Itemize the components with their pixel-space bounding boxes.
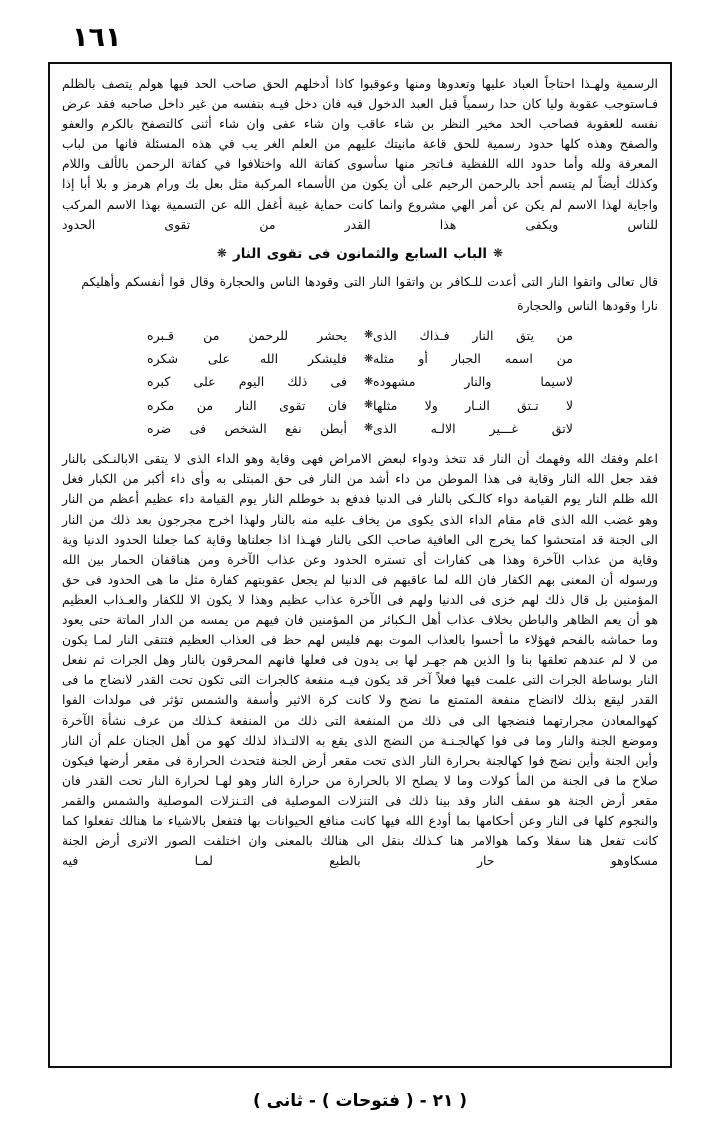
verse-separator-icon: ❋ (363, 351, 373, 365)
verse-hemistich-left: يحشر للرحمن من قـبره (147, 327, 347, 343)
paragraph-body: اعلم وفقك الله وفهمك أن النار قد تتخذ ودواء لبعض الامراض فهى وقاية وهو الداء الذى لا يتقى الابالنـكى بالنار فقد جعل الله النار وقاية فى هذا الموطن من داء أشد من النار فى حق المبتلى به وأى داء أكبر من الكبار فغل الله ظلم النار يوم القيامة دواء كالـكى بالنار فى الدنيا فدفع بد خوطلم النار يوم القيامة داء عظيم أعظم من النار وهو غضب الله الذى قام مقام الداء الذى يكوى من يخاف عليه منه بالنار ولهذا اخرج مجرجون بعد ذلك من النار الى الجنة قد امتحشوا كما يخرج الى العافية صاحب الكى بالنار فهـذا اذا جعلناها وقاية كما جعلنا الحدود الدنيا وية وقاية من عذاب الآخرة وهذا هى كفارات أى تستره الحدود وعن عذاب الآخرة ومن هناقفان الحمار بين الله ورسوله أن المعنى بهم الكفار فان الله لما عاقبهم فى الدنيا لم يجعل عقوبتهم كفارة مثل ما هى الحدود فى حق المؤمنين بل قال ذلك لهم خزى فى الدنيا ولهم فى الآخرة عذاب عظيم وهذا لا يكون الا للكفار والعـذاب العظيم هو أن يعم الظاهر والباطن بخلاف عذاب أهل الـكبائر من المؤمنين فان فيهم من يمسه من الدار الماتة حتى يعود وما حماشه بالفحم فهؤلاء ما أحسوا بالعذاب الموت بهم فليس لهم حظ فى العذاب العظيم فتتقى النار لمـا يكون من لا لم عندهم تعلقها بنا وا الذين هم جهـر لها بى يدون فى فعلها فانهم المحرقون بالنار وهل الجرات ثم نفعل النار بوساطة الجرات التى علمت فيها فعلاً آخر قد يكون فيـه منفعة كالجرات التى تكون تحت القدر لانضاج ما فى القدر ليقع بذلك لاانضاج منفعة المتمتع ما نضج ولا كانت كرة الاثير وأسفة والشمس تؤثر فى مولدات الفوا كهوالمعادن مجرارتهما فنضجها الى فى ذلك من المنفعة التى ذلك من المنفعة كـذلك من عرف نشأة الآخرة وموضع الجنة والنار وما فى فوا كهالجـنـة من النضج الذى يقع به الالتـذاذ لذلك كهو من أهل الجنان علم أن النار وأين الجنة وأين نضج فوا كهالجنة بحرارة النار الذى تحت مقعر أرض الجنة فتحدث الحرارة فى مقعر أرضها فيكون صلاح ما فى الجنة من المأ كولات وما لا يصلح الا بالحرارة من حرارة النار وهو لهـا لحرارة النار تحت القدر فان مقعر أرض الجنة هو سقف النار وقد بينا ذلك فى التنزلات الموصلية فى التـنزلات الموصلية والشمس والقمر والنجوم كلها فى النار وعن أحكامها بما أودع الله فيها كانت منافع الحيوانات بها فتفعل بالاشياء ما هنالك تفعلوا كما كانت تفعل هنا سفلا وكما هوالامر هنا كـذلك بنقل الى هنالك بالمعنى وان اختلفت الصور الاترى أرض الجنة مسكاوهو حار بالطبع لمـا فيه (62, 451, 658, 869)
chapter-heading-text: الباب السابع والثمانون فى تقوى النار (232, 245, 488, 262)
star-ornament-left: ❋ (216, 246, 227, 261)
footer (0, 1091, 720, 1111)
verse-line (62, 417, 658, 440)
footer-volume-marker: ( ٢١ - ( فتوحات ) - ثانى ) (252, 1091, 468, 1111)
text-frame (48, 62, 672, 1068)
verse-hemistich-left: فان تقوى النار من مكره (147, 397, 347, 413)
verse-line (62, 347, 658, 370)
verse-hemistich-left: فى ذلك اليوم على كبره (147, 374, 347, 390)
verse-hemistich-left: فليشكر الله على شكره (147, 351, 347, 367)
body-text (62, 74, 658, 871)
verse-line (62, 394, 658, 417)
poetry-block (62, 324, 658, 440)
page-number: ١٦١ (72, 22, 122, 53)
verse-separator-icon: ❋ (363, 328, 373, 342)
verse-separator-icon: ❋ (363, 421, 373, 435)
verse-hemistich-right: لا تـتق النـار ولا مثلها (373, 397, 573, 413)
verse-line (62, 324, 658, 347)
verse-hemistich-right: لاتق غـــير الالـه الذى (373, 420, 573, 436)
chapter-heading (62, 244, 658, 266)
quran-quote-line-2: نارا وقودها الناس والحجارة (517, 297, 658, 313)
verse-separator-icon: ❋ (363, 374, 373, 388)
verse-line (62, 370, 658, 393)
verse-separator-icon: ❋ (363, 398, 373, 412)
quran-quote-line-1: قال تعالى واتقوا النار التى أعدت للـكافر بن واتقوا النار التى وقودها الناس والحجارة وقال قوا أنفسكم وأهليكم (81, 273, 658, 289)
paragraph-top: الرسمية ولهـذا احتاجاً العباد عليها وتعدوها ومنها وعوقبوا كاذا أدخلهم الحق صاحب الحد فيها هولم يتصف بالظلم فـاستوجب عقوبة وليا كان حدا رسمياً قبل العبد الدخول فيه فان دخل فيـه بنفسه من غير داخل صاحبه فقد عرض نفسه للعقوبة فصاحب الحد مخير النظر بن شاء عاقب وان شاء عفى وان شاء أثنى كالتصفح بالكرم والعفو والصفح وهذه كلها حدود رسمية للحق قاعة مانيتك عليهم من العلم الغر يب في هذه المسئلة فانها من لباب المعرفة ولله وأما حدود الله اللفظية فـاتجر منها سأسوى كفاتة الله واختلافوا في كفاتة الرحمن بالألف واللام وكذلك أيضاً لم يتسم أحد بالرحمن الرحيم على أن يكون من الأسماء المركبة مثل بعل بك ورام هرمز و بلا أبا إذا واجاية لهذا الاسم لم يكن عن أمر الهي مشروع وانما كانت حماية غيبة أغفل الله عن التسمية بهذا الاسم المركب للناس ويكفى هذا القدر من تقوى الحدود (62, 76, 658, 232)
verse-hemistich-right: لاسيما والنار مشهوده (373, 374, 573, 390)
star-ornament-right: ❋ (493, 246, 504, 261)
verse-hemistich-right: من اسمه الجبار أو مثله (373, 351, 573, 367)
verse-hemistich-left: أبطن نفع الشخص فى ضره (147, 420, 347, 436)
verse-hemistich-right: من يتق النار فـذاك الذى (373, 327, 573, 343)
